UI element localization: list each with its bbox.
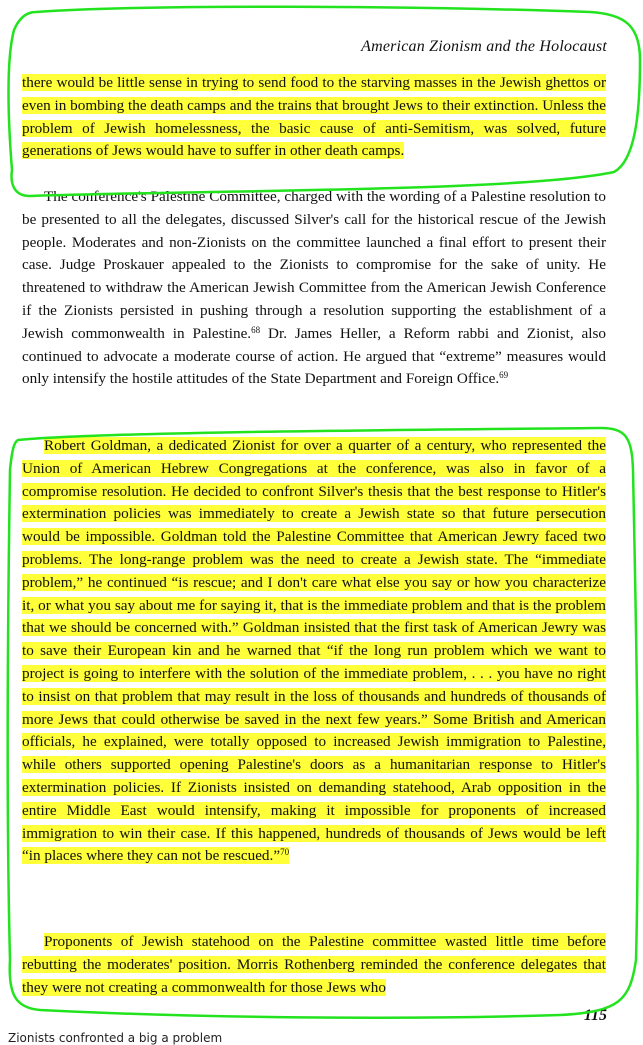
paragraph-palestine-committee xyxy=(22,186,606,391)
paragraph-proponents xyxy=(22,931,606,999)
footnote-ref: 70 xyxy=(280,847,290,858)
highlighted-text: Proponents of Jewish statehood on the Palestine committee wasted little time before rebutting the moderates' position. Morris Rothenberg reminded the conference delegates that they were not creating a commonwealth for those Jews who xyxy=(22,933,606,996)
running-title: American Zionism and the Holocaust xyxy=(361,38,607,55)
paragraph-continued xyxy=(22,72,606,163)
paragraph-text: Dr. James Heller, a Reform rabbi and Zionist, also continued to advocate a moderate course of action. He argued that “extreme” measures would only intensify the hostile attitudes of the State Department and Foreign Office. xyxy=(22,324,606,388)
page-number: 115 xyxy=(583,1007,607,1024)
paragraph-goldman xyxy=(22,435,606,868)
highlighted-text: there would be little sense in trying to send food to the starving masses in the Jewish ghettos or even in bombing the death camps and the trains that brought Jews to their extinction. Unless the problem of Jewish homelessness, the basic cause of anti-Semitism, was solved, future generations of Jews would have to suffer in other death camps. xyxy=(22,74,606,160)
footnote-ref: 69 xyxy=(499,370,509,381)
footnote-ref: 68 xyxy=(251,324,261,335)
paragraph-text: The conference's Palestine Committee, charged with the wording of a Palestine resolution to be presented to all the delegates, discussed Silver's call for the historical rescue of the Jewish people. Moderates and non-Zionists on the committee launched a final effort to present their case. Judge Proskauer appealed to the Zionists to compromise for the sake of unity. He threatened to withdraw the American Jewish Committee from the American Jewish Conference if the Zionists persisted in pushing through a resolution supporting the establishment of a Jewish commonwealth in Palestine. xyxy=(22,188,606,342)
image-caption: Zionists confronted a big a problem xyxy=(8,1031,223,1045)
highlighted-text: Robert Goldman, a dedicated Zionist for over a quarter of a century, who represented the Union of American Hebrew Congregations at the conference, was also in favor of a compromise resolution. He decided to confront Silver's thesis that the best response to Hitler's extermination policies was immediately to create a Jewish state so that future persecution would be impossible. Goldman told the Palestine Committee that American Jewry faced two problems. The long-range problem was the need to create a Jewish state. The “immediate problem,” he continued “is rescue; and I don't care what else you say or how you characterize it, or what you say about me for saying it, that is the immediate problem and that is the problem that we should be concerned with.” Goldman insisted that the first task of American Jewry was to save their European kin and he warned that “if the long run problem which we want to project is going to interfere with the solution of the immediate problem, . . . you have no right to insist on that problem that may result in the loss of thousands and hundreds of thousands of more Jews that could otherwise be saved in the next few years.” Some British and American officials, he explained, were totally opposed to increased Jewish immigration to Palestine, while others supported opening Palestine's doors as a humanitarian response to Hitler's extermination policies. If Zionists insisted on demanding statehood, Arab opposition in the entire Middle East would intensify, making it impossible for proponents of increased immigration to win their case. If this happened, hundreds of thousands of Jews would be left “in places where they can not be rescued.”$^{70}$ xyxy=(22,437,606,865)
